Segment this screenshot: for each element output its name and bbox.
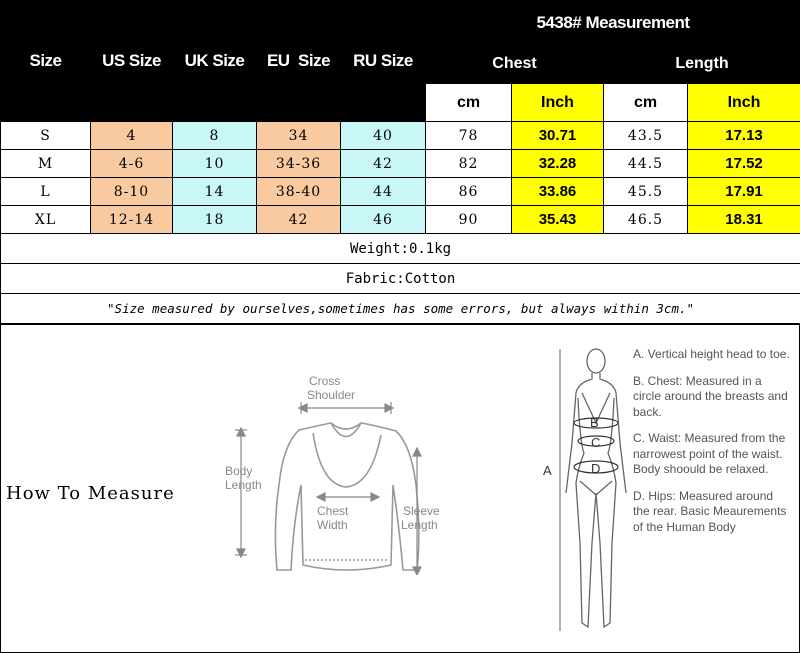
cell-chest-cm: 90 — [426, 206, 512, 234]
header-chest-inch: Inch — [512, 84, 604, 122]
body-length-label-1: Body — [225, 464, 253, 478]
table-row — [1, 150, 800, 178]
cell-chest-cm: 86 — [426, 178, 512, 206]
body-letter-a: A — [543, 463, 552, 478]
cell-length-inch: 18.31 — [688, 206, 800, 234]
cell-length-cm: 44.5 — [604, 150, 688, 178]
header-length-cm: cm — [604, 84, 688, 122]
cell-chest-cm: 82 — [426, 150, 512, 178]
legend-item-b: B. Chest: Measured in a circle around the breasts and back. — [633, 373, 788, 419]
table-row — [1, 206, 800, 234]
header-chest: Chest — [426, 45, 604, 84]
cell-chest-inch: 30.71 — [512, 122, 604, 150]
cell-length-cm: 46.5 — [604, 206, 688, 234]
cell-us: 8-10 — [91, 178, 173, 206]
sleeve-length-label-1: Sleeve — [403, 504, 440, 518]
cross-shoulder-label-2: Shoulder — [307, 388, 356, 402]
cell-us: 4 — [91, 122, 173, 150]
cross-shoulder-label-1: Cross — [309, 375, 341, 388]
cell-size: S — [1, 122, 91, 150]
table-row — [1, 178, 800, 206]
cell-chest-inch: 35.43 — [512, 206, 604, 234]
body-letter-b: B — [590, 415, 599, 430]
cell-us: 4-6 — [91, 150, 173, 178]
measurement-note: "Size measured by ourselves,sometimes has some errors, but always within 3cm." — [1, 294, 800, 324]
table-row — [1, 122, 800, 150]
header-size: Size — [1, 1, 91, 122]
body-letter-c: C — [591, 435, 601, 450]
chest-width-label-2: Width — [317, 518, 348, 532]
header-eu-size: EU Size — [257, 1, 341, 122]
cell-ru: 46 — [341, 206, 426, 234]
cell-eu: 42 — [257, 206, 341, 234]
cell-chest-inch: 33.86 — [512, 178, 604, 206]
header-measurement: 5438# Measurement — [426, 1, 800, 45]
chest-width-label-1: Chest — [317, 504, 349, 518]
cell-chest-cm: 78 — [426, 122, 512, 150]
header-ru-size: RU Size — [341, 1, 426, 122]
fabric-row: Fabric:Cotton — [1, 264, 800, 294]
body-length-label-2: Length — [225, 478, 262, 492]
cell-uk: 8 — [173, 122, 257, 150]
cell-ru: 42 — [341, 150, 426, 178]
how-to-measure-title: How To Measure — [6, 483, 175, 504]
header-length: Length — [604, 45, 800, 84]
cell-length-inch: 17.13 — [688, 122, 800, 150]
sweater-diagram — [221, 375, 461, 575]
cell-uk: 18 — [173, 206, 257, 234]
cell-ru: 44 — [341, 178, 426, 206]
sleeve-length-label-2: Length — [401, 518, 438, 532]
legend-item-c: C. Waist: Measured from the narrowest point of the waist. Body shoould be relaxed. — [633, 431, 786, 476]
header-chest-cm: cm — [426, 84, 512, 122]
cell-chest-inch: 32.28 — [512, 150, 604, 178]
header-length-inch: Inch — [688, 84, 800, 122]
cell-ru: 40 — [341, 122, 426, 150]
cell-length-cm: 45.5 — [604, 178, 688, 206]
legend-item-d: D. Hips: Measured around the rear. Basic Meaurements of the Human Body — [633, 488, 787, 534]
header-uk-size: UK Size — [173, 1, 257, 122]
how-to-measure-panel — [0, 324, 800, 653]
body-diagram — [536, 343, 631, 643]
size-chart-table — [0, 0, 800, 324]
body-letter-d: D — [591, 461, 601, 476]
cell-length-inch: 17.52 — [688, 150, 800, 178]
header-us-size: US Size — [91, 1, 173, 122]
cell-length-cm: 43.5 — [604, 122, 688, 150]
cell-length-inch: 17.91 — [688, 178, 800, 206]
cell-uk: 14 — [173, 178, 257, 206]
cell-uk: 10 — [173, 150, 257, 178]
weight-row: Weight:0.1kg — [1, 234, 800, 264]
cell-size: XL — [1, 206, 91, 234]
cell-size: L — [1, 178, 91, 206]
measurement-legend — [633, 347, 793, 546]
cell-size: M — [1, 150, 91, 178]
legend-item-a: A. Vertical height head to toe. — [633, 347, 790, 361]
cell-eu: 34 — [257, 122, 341, 150]
cell-us: 12-14 — [91, 206, 173, 234]
cell-eu: 34-36 — [257, 150, 341, 178]
cell-eu: 38-40 — [257, 178, 341, 206]
